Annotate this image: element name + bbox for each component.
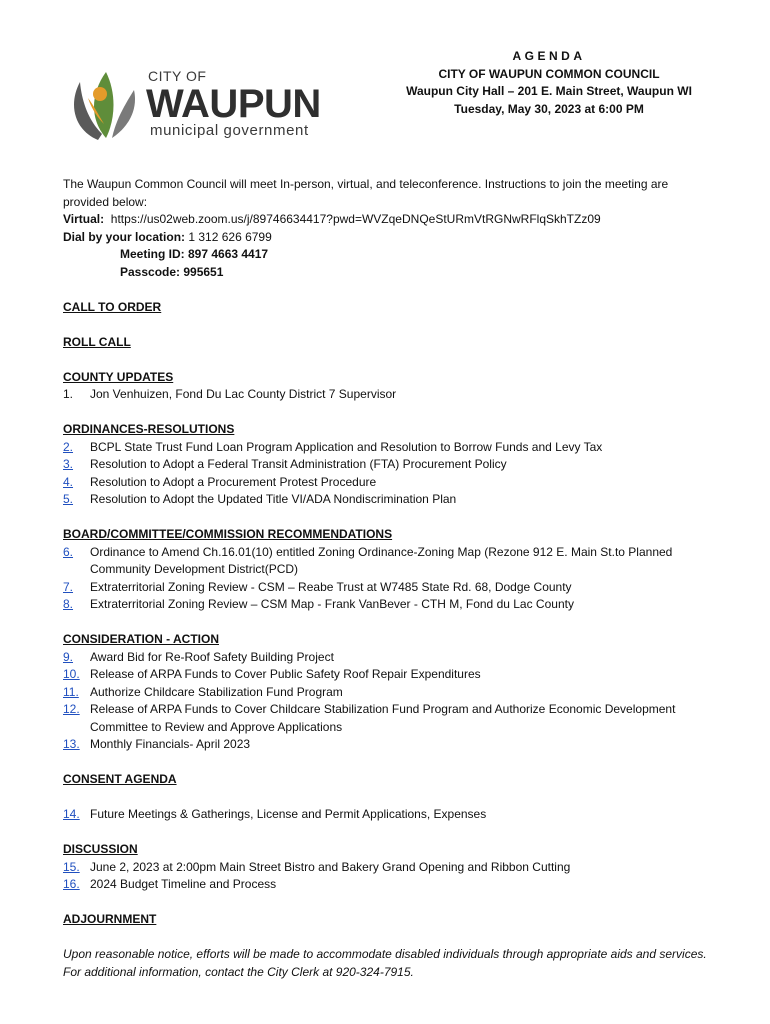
item-number-link[interactable]: 3. — [63, 457, 74, 471]
section-discussion — [63, 841, 713, 894]
item-number-link[interactable]: 12. — [63, 702, 80, 716]
logo-city-of: CITY OF — [148, 68, 207, 84]
agenda-header — [390, 48, 708, 118]
item-number-link[interactable]: 5. — [63, 492, 74, 506]
leaf-emblem-icon — [68, 64, 144, 144]
agenda-item-5 — [63, 491, 713, 509]
section-call-to-order — [63, 299, 713, 317]
virtual-line — [63, 211, 713, 229]
adjournment-title: ADJOURNMENT — [63, 912, 157, 926]
section-adjournment — [63, 911, 713, 929]
item-number-link[interactable]: 4. — [63, 474, 74, 489]
item-number-link[interactable]: 11. — [63, 684, 79, 699]
item-number-link[interactable]: 6. — [63, 544, 74, 559]
agenda-title: AGENDA — [512, 49, 586, 63]
consent-title: CONSENT AGENDA — [63, 772, 177, 786]
section-board-recommendations — [63, 526, 713, 614]
item-text: Authorize Childcare Stabilization Fund Program — [90, 684, 343, 699]
item-number-link[interactable]: 10. — [63, 667, 80, 681]
agenda-item-8 — [63, 596, 713, 614]
item-text: Release of ARPA Funds to Cover Childcare Stabilization Fund Program and Authorize Economic Development Committee to Review and Approve Applications — [90, 702, 676, 734]
call-to-order-title: CALL TO ORDER — [63, 299, 162, 314]
item-text: Future Meetings & Gatherings, License and Permit Applications, Expenses — [90, 807, 487, 821]
dial-line — [63, 229, 713, 247]
agenda-item-15 — [63, 859, 713, 877]
meeting-id: Meeting ID: 897 4663 4417 — [120, 247, 269, 261]
agenda-item-11 — [63, 684, 713, 702]
agenda-item-10 — [63, 666, 713, 684]
section-ordinances — [63, 421, 713, 509]
ordinances-title: ORDINANCES-RESOLUTIONS — [63, 422, 235, 436]
agenda-item-12 — [63, 701, 713, 736]
zoom-link[interactable]: https://us02web.zoom.us/j/89746634417?pwd=WVZqeDNQeStURmVtRGNwRFlqSkhTZz09 — [110, 212, 601, 226]
item-text: BCPL State Trust Fund Loan Program Application and Resolution to Borrow Funds and Levy Tax — [90, 439, 603, 454]
dial-label: Dial by your location: — [63, 229, 186, 244]
meeting-location: Waupun City Hall – 201 E. Main Street, Waupun WI — [406, 84, 692, 98]
meeting-datetime: Tuesday, May 30, 2023 at 6:00 PM — [454, 101, 644, 116]
item-text: Monthly Financials- April 2023 — [90, 737, 251, 751]
logo-name: WAUPUN — [146, 82, 321, 126]
agenda-item-13 — [63, 736, 713, 754]
council-name: CITY OF WAUPUN COMMON COUNCIL — [438, 66, 660, 81]
dial-number: 1 312 626 6799 — [188, 229, 272, 244]
item-text: Resolution to Adopt the Updated Title VI/ADA Nondiscrimination Plan — [90, 492, 457, 506]
item-number-link[interactable]: 2. — [63, 439, 74, 454]
passcode: Passcode: 995651 — [120, 264, 224, 279]
section-roll-call — [63, 334, 713, 352]
item-text: June 2, 2023 at 2:00pm Main Street Bistro and Bakery Grand Opening and Ribbon Cutting — [90, 859, 571, 874]
board-title: BOARD/COMMITTEE/COMMISSION RECOMMENDATIONS — [63, 527, 393, 541]
item-number-link[interactable]: 7. — [63, 579, 74, 594]
city-logo — [68, 62, 328, 146]
section-county-updates — [63, 369, 713, 404]
section-consent-agenda — [63, 771, 713, 824]
consideration-title: CONSIDERATION - ACTION — [63, 632, 219, 646]
item-number-link[interactable]: 15. — [63, 859, 80, 874]
agenda-item-16 — [63, 876, 713, 894]
item-number-link[interactable]: 16. — [63, 877, 80, 891]
agenda-item-14 — [63, 806, 713, 824]
item-text: Resolution to Adopt a Procurement Protest Procedure — [90, 474, 377, 489]
agenda-item-2 — [63, 439, 713, 457]
item-text: Extraterritorial Zoning Review - CSM – Reabe Trust at W7485 State Rd. 68, Dodge County — [90, 579, 572, 594]
agenda-body — [63, 176, 713, 981]
item-text: Extraterritorial Zoning Review – CSM Map - Frank VanBever - CTH M, Fond du Lac County — [90, 597, 574, 611]
section-consideration-action — [63, 631, 713, 754]
agenda-item-7 — [63, 579, 713, 597]
item-number-link[interactable]: 8. — [63, 597, 74, 611]
item-number-link[interactable]: 9. — [63, 649, 74, 664]
item-text: Award Bid for Re-Roof Safety Building Project — [90, 649, 334, 664]
agenda-item-6 — [63, 544, 713, 579]
item-text: Jon Venhuizen, Fond Du Lac County District 7 Supervisor — [90, 387, 397, 401]
county-updates-title: COUNTY UPDATES — [63, 369, 174, 384]
intro-text: The Waupun Common Council will meet In-person, virtual, and teleconference. Instructions to join the meeting are provided below: — [63, 177, 669, 209]
item-text: Ordinance to Amend Ch.16.01(10) entitled Zoning Ordinance-Zoning Map (Rezone 912 E. Main St.to Planned Community Development District(PCD) — [90, 544, 673, 576]
agenda-item-3 — [63, 456, 713, 474]
item-text: Resolution to Adopt a Federal Transit Administration (FTA) Procurement Policy — [90, 457, 507, 471]
item-number-link[interactable]: 14. — [63, 807, 80, 821]
discussion-title: DISCUSSION — [63, 842, 138, 856]
item-number: 1. — [63, 387, 74, 401]
agenda-item-4 — [63, 474, 713, 492]
roll-call-title: ROLL CALL — [63, 334, 131, 349]
spacer — [63, 789, 713, 807]
item-text: Release of ARPA Funds to Cover Public Safety Roof Repair Expenditures — [90, 667, 481, 681]
item-text: 2024 Budget Timeline and Process — [90, 877, 277, 891]
notice-text: Upon reasonable notice, efforts will be made to accommodate disabled individuals through appropriate aids and services. For additional information, contact the City Clerk at 920-324-7915. — [63, 947, 707, 979]
item-number-link[interactable]: 13. — [63, 737, 80, 751]
logo-tagline: municipal government — [150, 122, 309, 139]
agenda-item-9 — [63, 649, 713, 667]
accessibility-notice — [63, 946, 713, 981]
virtual-label: Virtual: — [63, 212, 105, 226]
agenda-item-1 — [63, 386, 713, 404]
